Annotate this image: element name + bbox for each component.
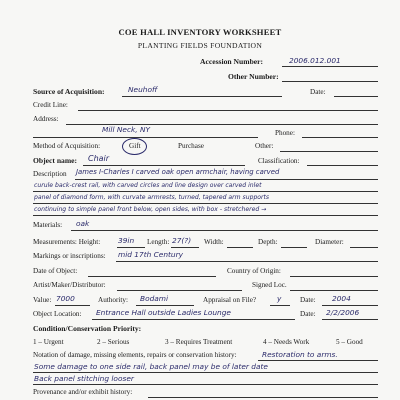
width-line	[227, 247, 253, 248]
method-other-label: Other:	[255, 142, 274, 150]
priority-urgent[interactable]: 1 – Urgent	[33, 338, 64, 346]
object-name-line	[83, 165, 245, 166]
date-of-object-label: Date of Object:	[33, 267, 78, 275]
country-line	[290, 276, 378, 277]
phone-label: Phone:	[275, 129, 295, 137]
markings-value[interactable]: mid 17th Century	[118, 250, 184, 259]
notation-line-3	[33, 384, 378, 385]
value-value[interactable]: 7000	[56, 294, 75, 303]
notation-label: Notation of damage, missing elements, repairs or conservation history:	[33, 351, 237, 359]
description-text-3[interactable]: panel of diamond form, with curvate armrests, turned, tapered arm supports	[34, 194, 270, 201]
address-label: Address:	[33, 115, 59, 123]
description-line-2	[33, 191, 378, 192]
description-text-1[interactable]: James I-Charles I carved oak open armchair, having carved	[76, 168, 280, 176]
object-name-value[interactable]: Chair	[88, 154, 110, 163]
method-other-line	[280, 151, 378, 152]
method-label: Method of Acquisition:	[33, 142, 101, 150]
provenance-label: Provenance and/or exhibit history:	[33, 388, 133, 396]
length-line	[171, 247, 199, 248]
diameter-label: Diameter:	[315, 238, 344, 246]
gift-selected-circle	[122, 138, 147, 155]
description-line-4	[33, 215, 378, 216]
materials-label: Materials:	[33, 221, 63, 229]
depth-label: Depth:	[258, 238, 278, 246]
notation-text-1[interactable]: Restoration to arms.	[262, 350, 338, 359]
length-value[interactable]: 27(?)	[172, 236, 192, 245]
priority-serious[interactable]: 2 – Serious	[97, 338, 130, 346]
accession-number-value[interactable]: 2006.012.001	[289, 56, 341, 65]
other-number-line	[282, 81, 378, 82]
source-date-line	[334, 96, 378, 97]
artist-label: Artist/Maker/Distributor:	[33, 281, 106, 289]
date-of-object-line	[88, 276, 216, 277]
priority-good[interactable]: 5 – Good	[336, 338, 363, 346]
other-number-label: Other Number:	[228, 72, 279, 81]
credit-line-label: Credit Line:	[33, 101, 68, 109]
location-date-line	[322, 319, 378, 320]
object-location-label: Object Location:	[33, 310, 82, 318]
source-label: Source of Acquisition:	[33, 87, 105, 96]
location-date-label: Date:	[300, 310, 316, 318]
depth-line	[281, 247, 307, 248]
description-line-3	[33, 203, 378, 204]
phone-line	[302, 137, 378, 138]
notation-text-3[interactable]: Back panel stitching looser	[34, 374, 134, 383]
method-gift[interactable]: Gift	[129, 142, 141, 150]
source-line	[122, 96, 282, 97]
measurements-height-label: Measurements: Height:	[33, 238, 101, 246]
method-purchase[interactable]: Purchase	[178, 142, 204, 150]
length-label: Length:	[147, 238, 170, 246]
appraisal-date-line	[322, 305, 378, 306]
description-text-4[interactable]: continuing to simple panel front below, open sides, with box - stretchered →	[34, 206, 267, 213]
notation-text-2[interactable]: Some damage to one side rail, back panel may be of later date	[34, 362, 268, 371]
address-value[interactable]: Mill Neck, NY	[102, 125, 151, 134]
height-value[interactable]: 39in	[118, 236, 135, 245]
signed-line	[290, 290, 378, 291]
credit-line-line	[78, 110, 378, 111]
value-label: Value:	[33, 296, 52, 304]
materials-value[interactable]: oak	[76, 219, 90, 228]
address-line-2	[33, 137, 258, 138]
appraisal-date-label: Date:	[300, 296, 316, 304]
worksheet-subtitle: PLANTING FIELDS FOUNDATION	[137, 41, 263, 50]
value-line	[55, 305, 90, 306]
markings-line	[116, 261, 378, 262]
authority-line	[136, 305, 194, 306]
authority-label: Authority:	[98, 296, 128, 304]
height-line	[117, 247, 145, 248]
priority-requires-treatment[interactable]: 3 – Requires Treatment	[165, 338, 233, 346]
accession-number-line	[282, 66, 378, 67]
description-line-1	[75, 179, 378, 180]
appraisal-label: Appraisal on File?	[203, 296, 257, 304]
signed-label: Signed Loc.	[252, 281, 287, 289]
appraisal-date-value[interactable]: 2004	[332, 294, 351, 303]
diameter-line	[350, 247, 378, 248]
priority-needs-work[interactable]: 4 – Needs Work	[263, 338, 310, 346]
description-text-2[interactable]: curule back-crest rail, with carved circles and line design over carved inlet	[34, 182, 262, 189]
accession-number-label: Accession Number:	[200, 57, 264, 66]
location-date-value[interactable]: 2/2/2006	[326, 308, 360, 317]
appraisal-value[interactable]: y	[277, 294, 282, 303]
classification-label: Classification:	[258, 157, 300, 165]
source-value[interactable]: Neuhoff	[128, 85, 158, 94]
notation-line-1	[258, 360, 378, 361]
notation-line-2	[33, 372, 378, 373]
object-name-label: Object name:	[33, 156, 78, 165]
authority-value[interactable]: Bodami	[140, 294, 169, 303]
worksheet-title: COE HALL INVENTORY WORKSHEET	[118, 27, 282, 37]
appraisal-line	[270, 305, 290, 306]
width-label: Width:	[204, 238, 224, 246]
source-date-label: Date:	[310, 88, 326, 96]
materials-line	[71, 230, 378, 231]
object-location-line	[92, 319, 295, 320]
condition-label: Condition/Conservation Priority:	[33, 324, 142, 333]
country-label: Country of Origin:	[227, 267, 281, 275]
description-label: Description	[33, 170, 67, 178]
classification-line	[307, 165, 378, 166]
provenance-line	[148, 397, 378, 398]
object-location-value[interactable]: Entrance Hall outside Ladies Lounge	[96, 308, 231, 317]
markings-label: Markings or inscriptions:	[33, 252, 106, 260]
artist-line	[117, 290, 242, 291]
